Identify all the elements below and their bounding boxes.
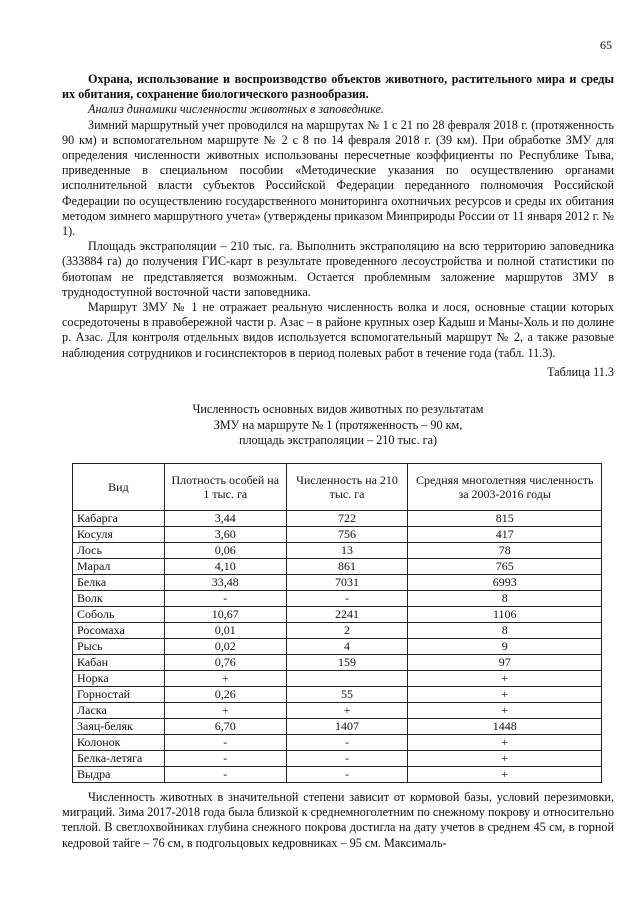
table-body bbox=[73, 510, 602, 782]
cell-density: 0,76 bbox=[164, 654, 286, 670]
cell-average: 1448 bbox=[408, 718, 602, 734]
cell-count bbox=[286, 670, 408, 686]
cell-species: Горностай bbox=[73, 686, 165, 702]
cell-density: 0,01 bbox=[164, 622, 286, 638]
header-species: Вид bbox=[73, 463, 165, 510]
paragraph-extrapolation: Площадь экстраполяции – 210 тыс. га. Выполнить экстраполяцию на всю территорию заповедника (333884 га) до получения ГИС-карт в результате проведенного лесоустройства и полной статистики по биотопам не представляется возможным. Остается проблемным заложение маршрутов ЗМУ в труднодоступной восточной части заповедника. bbox=[62, 239, 614, 299]
cell-species: Соболь bbox=[73, 606, 165, 622]
table-row bbox=[73, 542, 602, 558]
cell-species: Ласка bbox=[73, 702, 165, 718]
table-caption-line: площадь экстраполяции – 210 тыс. га) bbox=[238, 433, 438, 448]
cell-count: - bbox=[286, 590, 408, 606]
table-row bbox=[73, 750, 602, 766]
table-row bbox=[73, 526, 602, 542]
table-row bbox=[73, 718, 602, 734]
cell-density: + bbox=[164, 702, 286, 718]
cell-count: 722 bbox=[286, 510, 408, 526]
cell-average: 6993 bbox=[408, 574, 602, 590]
cell-density: 0,06 bbox=[164, 542, 286, 558]
table-row bbox=[73, 702, 602, 718]
section-subtitle: Анализ динамики численности животных в заповеднике. bbox=[88, 102, 384, 117]
table-row bbox=[73, 686, 602, 702]
cell-species: Волк bbox=[73, 590, 165, 606]
header-average: Средняя многолетняя численность за 2003-2016 годы bbox=[408, 463, 602, 510]
cell-species: Белка bbox=[73, 574, 165, 590]
cell-density: - bbox=[164, 750, 286, 766]
cell-average: + bbox=[408, 670, 602, 686]
cell-average: + bbox=[408, 702, 602, 718]
cell-density: - bbox=[164, 590, 286, 606]
cell-density: 3,60 bbox=[164, 526, 286, 542]
paragraph-zmu-survey: Зимний маршрутный учет проводился на маршрутах № 1 с 21 по 28 февраля 2018 г. (протяженность 90 км) и вспомогательном маршруте № 2 с 8 по 14 февраля 2018 г. (39 км). При обработке ЗМУ для определения численности животных использованы пересчетные коэффициенты по Республике Тыва, приведенные в специальном пособии «Методические указания по осуществлению органами исполнительной власти субъектов Российской Федерации переданного полномочия Российской Федерации по осуществлению государственного мониторинга охотничьих ресурсов и среды их обитания методом зимнего маршрутного учета» (утверждены приказом Минприроды России от 11 января 2012 г. № 1). bbox=[62, 117, 614, 239]
cell-species: Белка-летяга bbox=[73, 750, 165, 766]
table-row bbox=[73, 510, 602, 526]
table-row bbox=[73, 590, 602, 606]
cell-species: Рысь bbox=[73, 638, 165, 654]
cell-count: 4 bbox=[286, 638, 408, 654]
table-row bbox=[73, 766, 602, 782]
page-number: 65 bbox=[600, 38, 612, 52]
cell-density: - bbox=[164, 734, 286, 750]
cell-average: + bbox=[408, 734, 602, 750]
cell-average: 765 bbox=[408, 558, 602, 574]
table-header-row bbox=[73, 463, 602, 510]
cell-density: 6,70 bbox=[164, 718, 286, 734]
table-caption-line: Численность основных видов животных по результатам bbox=[192, 402, 484, 417]
table-row bbox=[73, 606, 602, 622]
cell-average: + bbox=[408, 766, 602, 782]
cell-count: 159 bbox=[286, 654, 408, 670]
section-title: Охрана, использование и воспроизводство объектов животного, растительного мира и среды их обитания, сохранение биологического разнообразия. bbox=[62, 72, 614, 102]
cell-density: 10,67 bbox=[164, 606, 286, 622]
cell-average: 1106 bbox=[408, 606, 602, 622]
cell-species: Колонок bbox=[73, 734, 165, 750]
table-row bbox=[73, 622, 602, 638]
cell-density: + bbox=[164, 670, 286, 686]
cell-average: 815 bbox=[408, 510, 602, 526]
cell-count: 7031 bbox=[286, 574, 408, 590]
animal-count-table bbox=[72, 463, 602, 783]
table-row bbox=[73, 558, 602, 574]
cell-average: 78 bbox=[408, 542, 602, 558]
cell-species: Норка bbox=[73, 670, 165, 686]
cell-density: 3,44 bbox=[164, 510, 286, 526]
cell-count: 861 bbox=[286, 558, 408, 574]
table-row bbox=[73, 654, 602, 670]
cell-density: 0,26 bbox=[164, 686, 286, 702]
cell-count: 1407 bbox=[286, 718, 408, 734]
cell-species: Кабан bbox=[73, 654, 165, 670]
cell-average: 9 bbox=[408, 638, 602, 654]
cell-count: 756 bbox=[286, 526, 408, 542]
header-count: Численность на 210 тыс. га bbox=[286, 463, 408, 510]
cell-count: 2241 bbox=[286, 606, 408, 622]
cell-species: Росомаха bbox=[73, 622, 165, 638]
paragraph-food-base: Численность животных в значительной степени зависит от кормовой базы, условий перезимовки, миграций. Зима 2017-2018 года была близкой к среднемноголетним по снежному покрову и относительно теплой. В светлохвойниках глубина снежного покрова достигла на дату учетов в среднем 45 см, в горной кедровой тайге – 76 см, в подгольцовых кедровниках – 95 см. Максималь- bbox=[62, 790, 614, 850]
table-row bbox=[73, 638, 602, 654]
cell-species: Кабарга bbox=[73, 510, 165, 526]
cell-average: 8 bbox=[408, 590, 602, 606]
cell-count: 13 bbox=[286, 542, 408, 558]
table-caption bbox=[168, 402, 508, 449]
header-density: Плотность особей на 1 тыс. га bbox=[164, 463, 286, 510]
cell-average: + bbox=[408, 750, 602, 766]
cell-species: Косуля bbox=[73, 526, 165, 542]
cell-average: 8 bbox=[408, 622, 602, 638]
table-row bbox=[73, 670, 602, 686]
cell-count: 2 bbox=[286, 622, 408, 638]
table-row bbox=[73, 574, 602, 590]
cell-count: 55 bbox=[286, 686, 408, 702]
cell-density: 33,48 bbox=[164, 574, 286, 590]
cell-density: 0,02 bbox=[164, 638, 286, 654]
table-row bbox=[73, 734, 602, 750]
table-label: Таблица 11.3 bbox=[547, 364, 614, 379]
paragraph-route-one: Маршрут ЗМУ № 1 не отражает реальную численность волка и лося, основные стации которых сосредоточены в правобережной части р. Азас – в районе крупных озер Кадыш и Маны-Холь и по долине р. Азас. Для контроля отдельных видов используется вспомогательный маршрут № 2, а также разовые наблюдения сотрудников и госинспекторов в период полевых работ в течение года (табл. 11.3). bbox=[62, 300, 614, 360]
table-caption-line: ЗМУ на маршруте № 1 (протяженность – 90 км, bbox=[213, 417, 463, 432]
cell-density: - bbox=[164, 766, 286, 782]
cell-count: - bbox=[286, 750, 408, 766]
cell-average: 417 bbox=[408, 526, 602, 542]
cell-count: - bbox=[286, 734, 408, 750]
cell-count: + bbox=[286, 702, 408, 718]
cell-average: 97 bbox=[408, 654, 602, 670]
cell-species: Выдра bbox=[73, 766, 165, 782]
cell-species: Марал bbox=[73, 558, 165, 574]
cell-average: + bbox=[408, 686, 602, 702]
cell-density: 4,10 bbox=[164, 558, 286, 574]
cell-count: - bbox=[286, 766, 408, 782]
cell-species: Заяц-беляк bbox=[73, 718, 165, 734]
main-content bbox=[62, 72, 614, 783]
cell-species: Лось bbox=[73, 542, 165, 558]
